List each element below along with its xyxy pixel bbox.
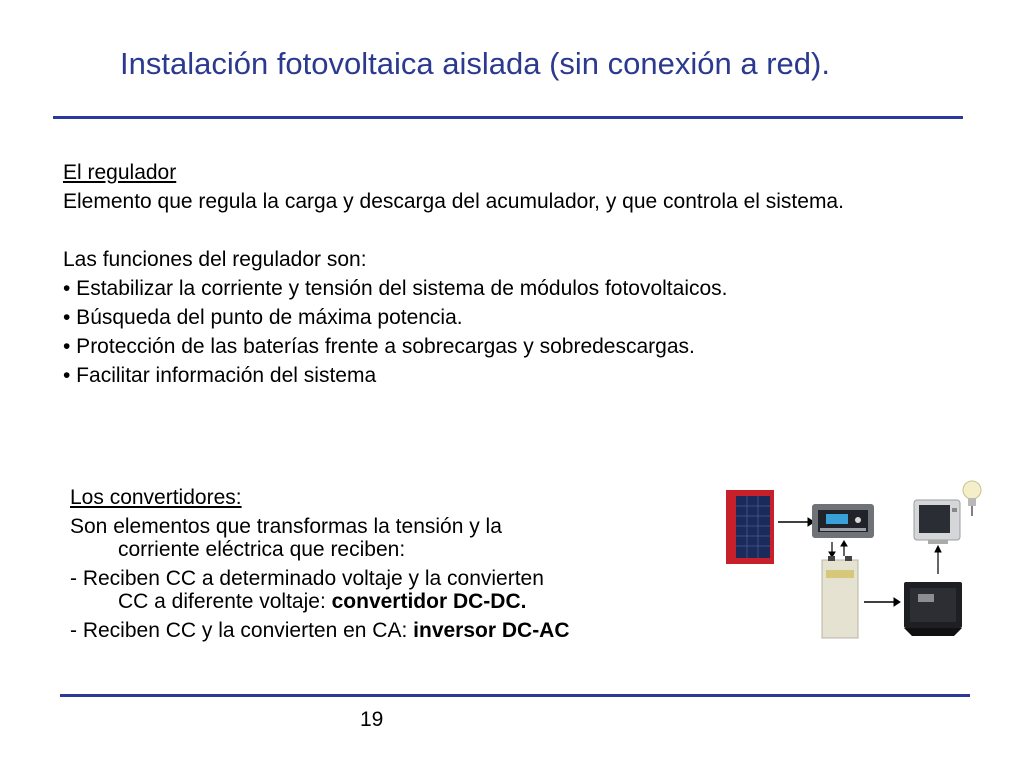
converter-item-dcdc [70,567,710,613]
light-bulb-icon [963,481,981,516]
converter-item-line: - Reciben CC a determinado voltaje y la convierten [70,567,544,590]
regulator-heading: El regulador [63,161,177,184]
converters-intro-line: corriente eléctrica que reciben: [118,538,406,561]
arrow-icon [829,541,847,557]
converters-intro-line: Son elementos que transformas la tensión y la [70,515,502,538]
function-item: • Protección de las baterías frente a sobrecargas y sobredescargas. [63,335,695,358]
inverter-icon [904,582,962,636]
function-item: • Facilitar información del sistema [63,364,377,387]
converter-item-text: CC a diferente voltaje: [118,590,332,613]
converters-intro [70,515,710,561]
arrow-icon [778,518,814,526]
charge-regulator-icon [812,504,874,538]
regulator-description: Elemento que regula la carga y descarga del acumulador, y que controla el sistema. [63,190,844,213]
battery-icon [822,556,858,638]
converter-item-dcac [70,619,710,642]
dcdc-term: convertidor DC-DC. [331,590,527,613]
system-diagram [708,470,990,662]
top-divider [53,116,963,119]
tv-icon [914,500,960,544]
slide-title: Instalación fotovoltaica aislada (sin conexión a red). [120,46,830,81]
dcac-term: inversor DC-AC [413,619,570,642]
converters-heading: Los convertidores: [70,486,242,509]
converter-item-text: - Reciben CC y la convierten en CA: [70,619,414,642]
functions-intro: Las funciones del regulador son: [63,248,367,271]
arrow-icon [864,598,900,606]
regulator-section [63,158,943,390]
page-number: 19 [360,708,384,731]
converters-section [70,486,710,648]
arrow-icon [935,546,941,574]
function-item: • Estabilizar la corriente y tensión del sistema de módulos fotovoltaicos. [63,277,728,300]
solar-panel-icon [726,490,774,564]
function-item: • Búsqueda del punto de máxima potencia. [63,306,463,329]
bottom-divider [60,694,970,697]
